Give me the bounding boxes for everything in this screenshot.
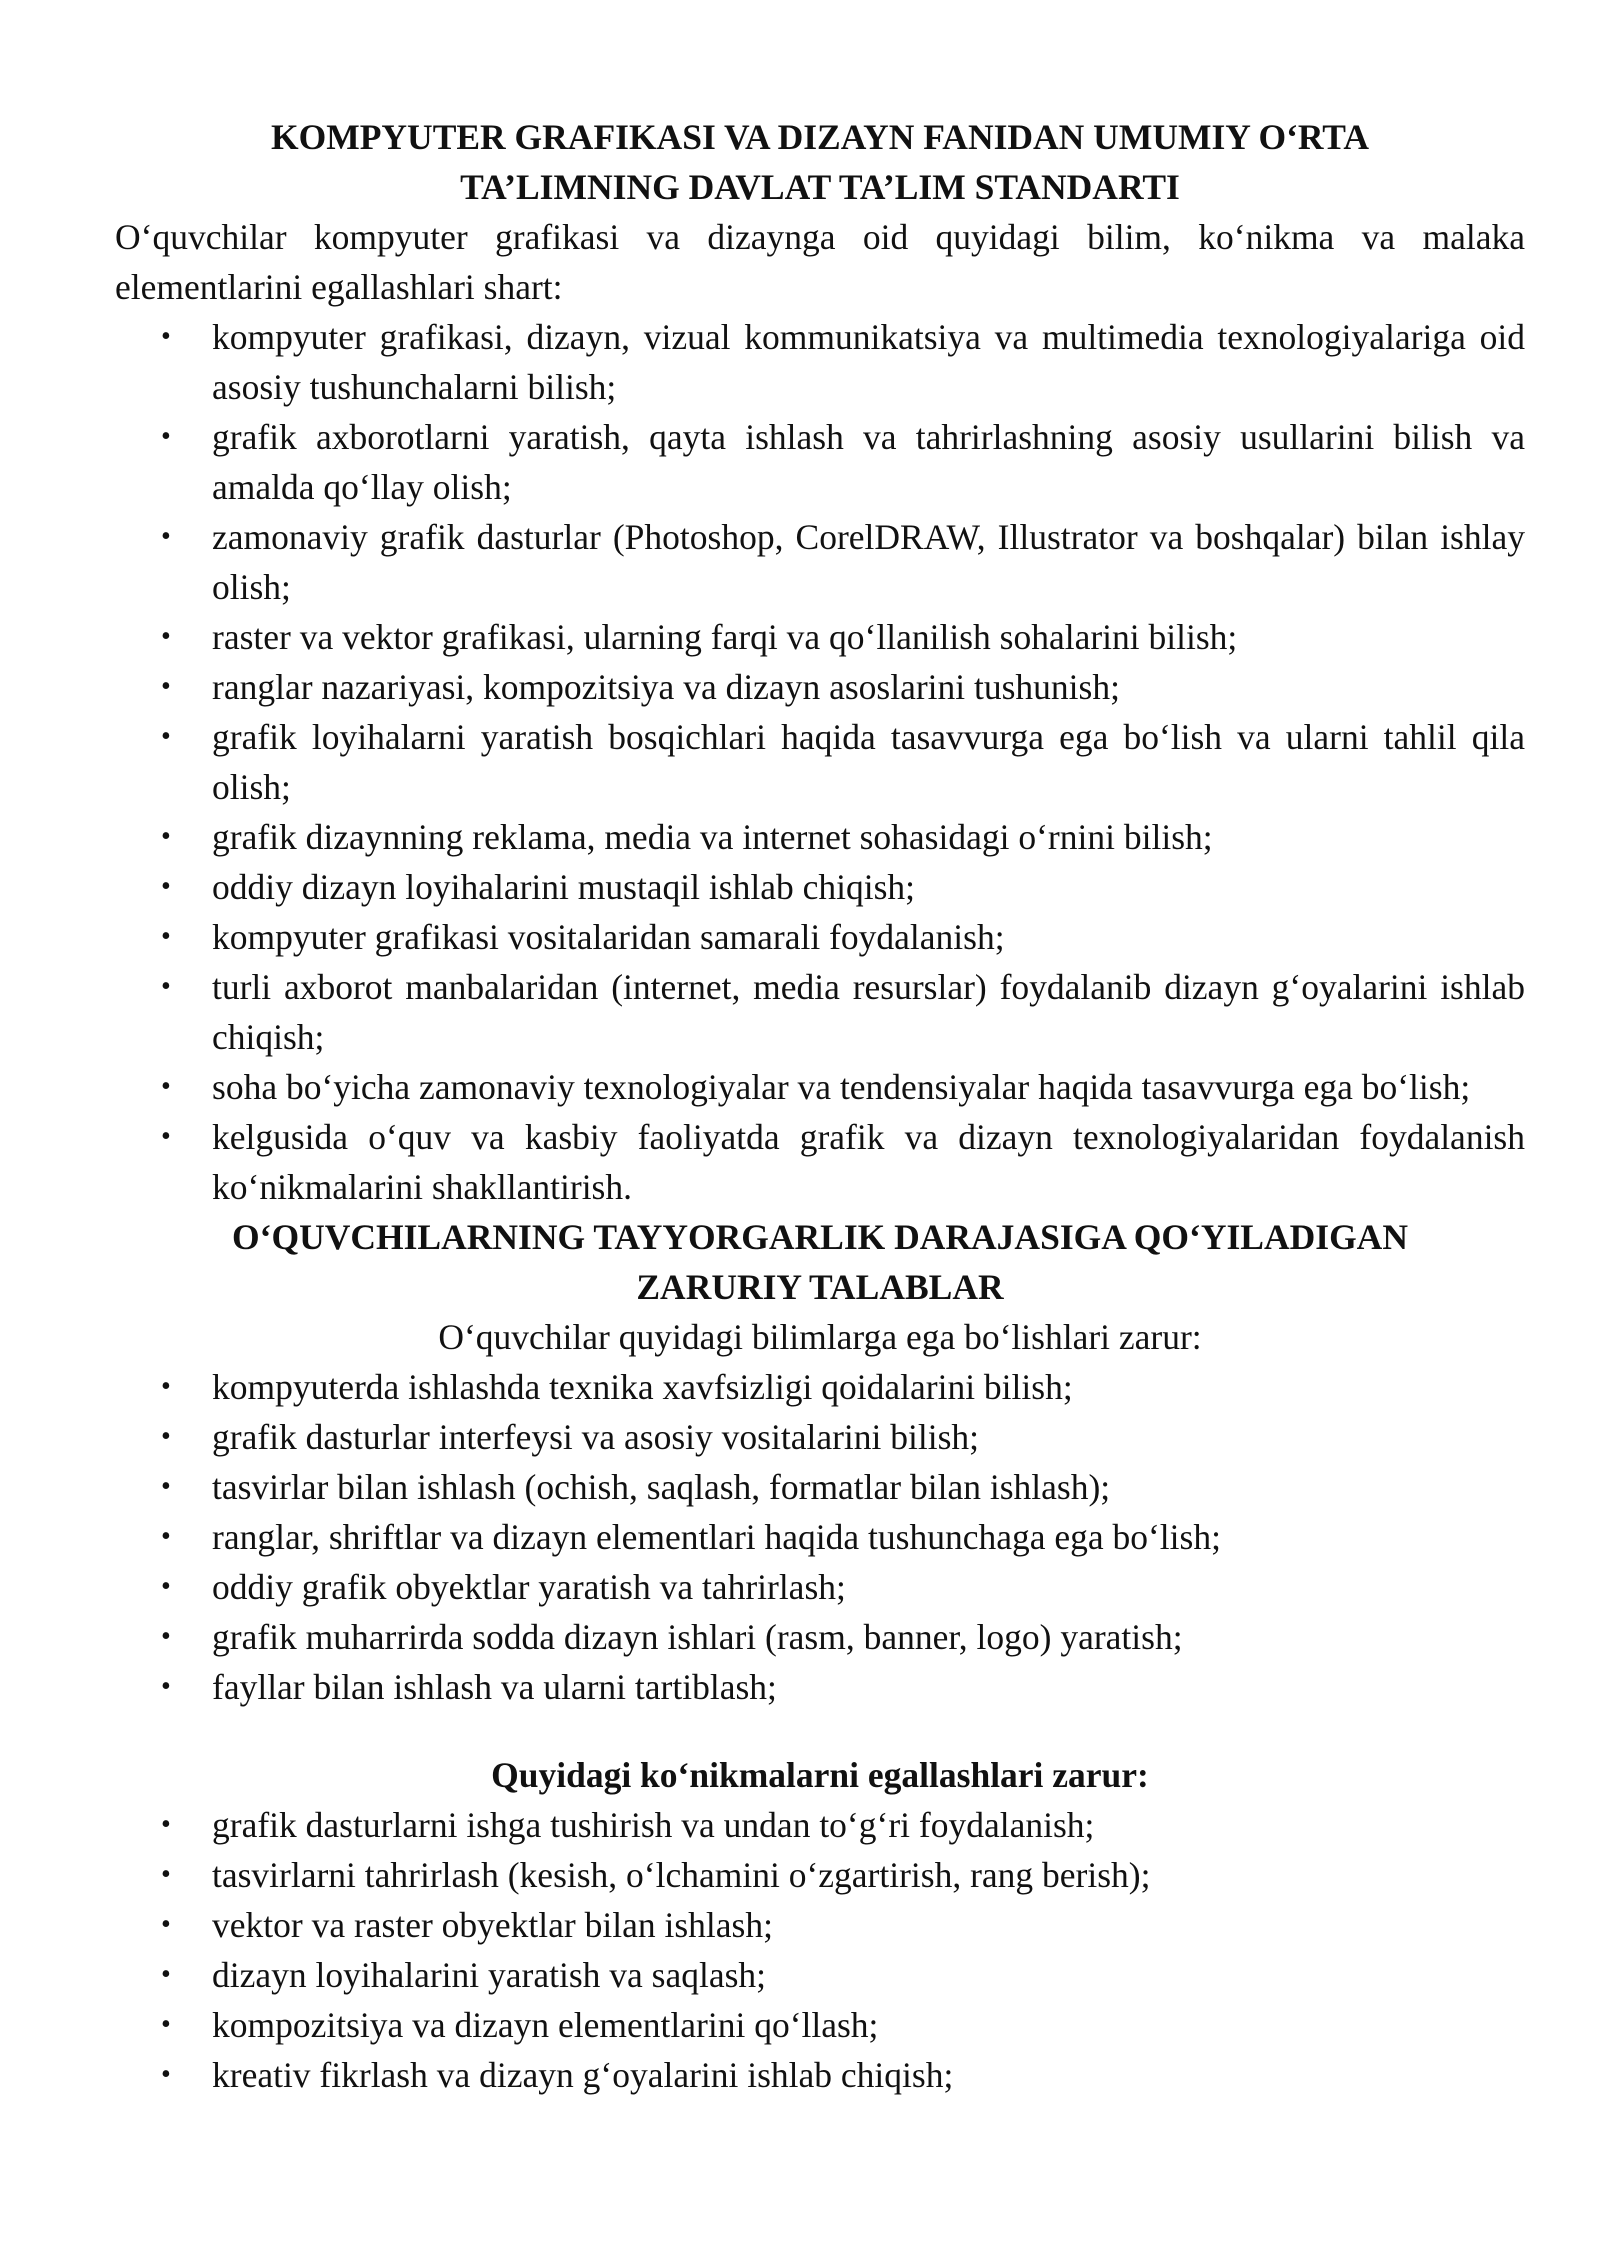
list-item-text: tasvirlarni tahrirlash (kesish, o‘lchamini o‘zgartirish, rang berish); bbox=[212, 1855, 1151, 1895]
bullet-icon: • bbox=[161, 1121, 171, 1152]
section-spacer bbox=[115, 1712, 1525, 1750]
bullet-icon: • bbox=[161, 321, 171, 352]
knowledge-subtitle: O‘quvchilar quyidagi bilimlarga ega bo‘lishlari zarur: bbox=[438, 1317, 1202, 1357]
section-heading-line-1: O‘QUVCHILARNING TAYYORGARLIK DARAJASIGA QO‘YILADIGAN bbox=[232, 1217, 1408, 1257]
bullet-icon: • bbox=[161, 1909, 171, 1940]
list-item-text: grafik axborotlarni yaratish, qayta ishlash va tahrirlashning asosiy usullarini bilish va amalda qo‘llay olish; bbox=[212, 417, 1525, 507]
bullet-icon: • bbox=[161, 871, 171, 902]
bullet-icon: • bbox=[161, 1621, 171, 1652]
list-item bbox=[115, 962, 1525, 1062]
list-item-text: ranglar, shriftlar va dizayn elementlari haqida tushunchaga ega bo‘lish; bbox=[212, 1517, 1221, 1557]
list-item-text: turli axborot manbalaridan (internet, media resurslar) foydalanib dizayn g‘oyalarini ishlab chiqish; bbox=[212, 967, 1525, 1057]
list-item bbox=[115, 612, 1525, 662]
list-item bbox=[115, 2000, 1525, 2050]
list-item bbox=[115, 2050, 1525, 2100]
list-item bbox=[115, 1850, 1525, 1900]
bullet-icon: • bbox=[161, 721, 171, 752]
bullet-icon: • bbox=[161, 1471, 171, 1502]
list-item-text: grafik dizaynning reklama, media va internet sohasidagi o‘rnini bilish; bbox=[212, 817, 1213, 857]
bullet-icon: • bbox=[161, 421, 171, 452]
list-item bbox=[115, 1462, 1525, 1512]
bullet-icon: • bbox=[161, 2059, 171, 2090]
skills-heading: Quyidagi ko‘nikmalarni egallashlari zarur: bbox=[491, 1755, 1149, 1795]
bullet-icon: • bbox=[161, 1959, 171, 1990]
bullet-icon: • bbox=[161, 1809, 171, 1840]
list-item bbox=[115, 412, 1525, 512]
list-item-text: grafik loyihalarni yaratish bosqichlari haqida tasavvurga ega bo‘lish va ularni tahlil qila olish; bbox=[212, 717, 1525, 807]
section-heading-requirements bbox=[115, 1212, 1525, 1312]
list-item bbox=[115, 512, 1525, 612]
intro-paragraph: O‘quvchilar kompyuter grafikasi va dizaynga oid quyidagi bilim, ko‘nikma va malaka elementlarini egallashlari shart: bbox=[115, 217, 1525, 307]
list-item-text: zamonaviy grafik dasturlar (Photoshop, CorelDRAW, Illustrator va boshqalar) bilan ishlay olish; bbox=[212, 517, 1525, 607]
bullet-icon: • bbox=[161, 1421, 171, 1452]
list-item-text: ranglar nazariyasi, kompozitsiya va dizayn asoslarini tushunish; bbox=[212, 667, 1120, 707]
bullet-icon: • bbox=[161, 821, 171, 852]
list-item-text: oddiy dizayn loyihalarini mustaqil ishlab chiqish; bbox=[212, 867, 915, 907]
bullet-icon: • bbox=[161, 621, 171, 652]
list-item bbox=[115, 662, 1525, 712]
list-item bbox=[115, 1562, 1525, 1612]
list-item-text: grafik dasturlarni ishga tushirish va undan to‘g‘ri foydalanish; bbox=[212, 1805, 1095, 1845]
bullet-icon: • bbox=[161, 1571, 171, 1602]
list-item bbox=[115, 1512, 1525, 1562]
list-item-text: kompozitsiya va dizayn elementlarini qo‘llash; bbox=[212, 2005, 879, 2045]
list-item bbox=[115, 712, 1525, 812]
document-title-line-2: TA’LIMNING DAVLAT TA’LIM STANDARTI bbox=[460, 167, 1180, 207]
document-title bbox=[115, 112, 1525, 212]
list-item bbox=[115, 1362, 1525, 1412]
bullet-icon: • bbox=[161, 1671, 171, 1702]
list-item-text: grafik dasturlar interfeysi va asosiy vositalarini bilish; bbox=[212, 1417, 980, 1457]
list-item bbox=[115, 1412, 1525, 1462]
list-item-text: kompyuterda ishlashda texnika xavfsizligi qoidalarini bilish; bbox=[212, 1367, 1073, 1407]
document-page bbox=[115, 112, 1525, 2100]
list-item-text: oddiy grafik obyektlar yaratish va tahrirlash; bbox=[212, 1567, 846, 1607]
list-item-text: fayllar bilan ishlash va ularni tartiblash; bbox=[212, 1667, 777, 1707]
knowledge-list bbox=[115, 1362, 1525, 1712]
standard-requirements-list bbox=[115, 312, 1525, 1212]
section-heading-line-2: ZARURIY TALABLAR bbox=[636, 1267, 1004, 1307]
list-item bbox=[115, 1612, 1525, 1662]
skills-list bbox=[115, 1800, 1525, 2100]
list-item bbox=[115, 312, 1525, 412]
bullet-icon: • bbox=[161, 2009, 171, 2040]
list-item bbox=[115, 1900, 1525, 1950]
list-item-text: vektor va raster obyektlar bilan ishlash; bbox=[212, 1905, 773, 1945]
list-item bbox=[115, 862, 1525, 912]
list-item-text: grafik muharrirda sodda dizayn ishlari (rasm, banner, logo) yaratish; bbox=[212, 1617, 1183, 1657]
bullet-icon: • bbox=[161, 1071, 171, 1102]
document-title-line-1: KOMPYUTER GRAFIKASI VA DIZAYN FANIDAN UMUMIY O‘RTA bbox=[271, 117, 1369, 157]
bullet-icon: • bbox=[161, 1521, 171, 1552]
list-item-text: dizayn loyihalarini yaratish va saqlash; bbox=[212, 1955, 767, 1995]
list-item-text: kelgusida o‘quv va kasbiy faoliyatda grafik va dizayn texnologiyalaridan foydalanish ko‘nikmalarini shakllantirish. bbox=[212, 1117, 1525, 1207]
bullet-icon: • bbox=[161, 521, 171, 552]
list-item bbox=[115, 1662, 1525, 1712]
list-item-text: raster va vektor grafikasi, ularning farqi va qo‘llanilish sohalarini bilish; bbox=[212, 617, 1238, 657]
bullet-icon: • bbox=[161, 1371, 171, 1402]
bullet-icon: • bbox=[161, 671, 171, 702]
list-item bbox=[115, 1062, 1525, 1112]
list-item-text: kompyuter grafikasi vositalaridan samarali foydalanish; bbox=[212, 917, 1005, 957]
bullet-icon: • bbox=[161, 1859, 171, 1890]
list-item bbox=[115, 1950, 1525, 2000]
list-item-text: kreativ fikrlash va dizayn g‘oyalarini ishlab chiqish; bbox=[212, 2055, 954, 2095]
list-item-text: kompyuter grafikasi, dizayn, vizual kommunikatsiya va multimedia texnologiyalariga oid asosiy tushunchalarni bilish; bbox=[212, 317, 1525, 407]
list-item bbox=[115, 1800, 1525, 1850]
bullet-icon: • bbox=[161, 971, 171, 1002]
list-item-text: tasvirlar bilan ishlash (ochish, saqlash, formatlar bilan ishlash); bbox=[212, 1467, 1111, 1507]
bullet-icon: • bbox=[161, 921, 171, 952]
list-item-text: soha bo‘yicha zamonaviy texnologiyalar va tendensiyalar haqida tasavvurga ega bo‘lish; bbox=[212, 1067, 1471, 1107]
list-item bbox=[115, 812, 1525, 862]
list-item bbox=[115, 912, 1525, 962]
list-item bbox=[115, 1112, 1525, 1212]
